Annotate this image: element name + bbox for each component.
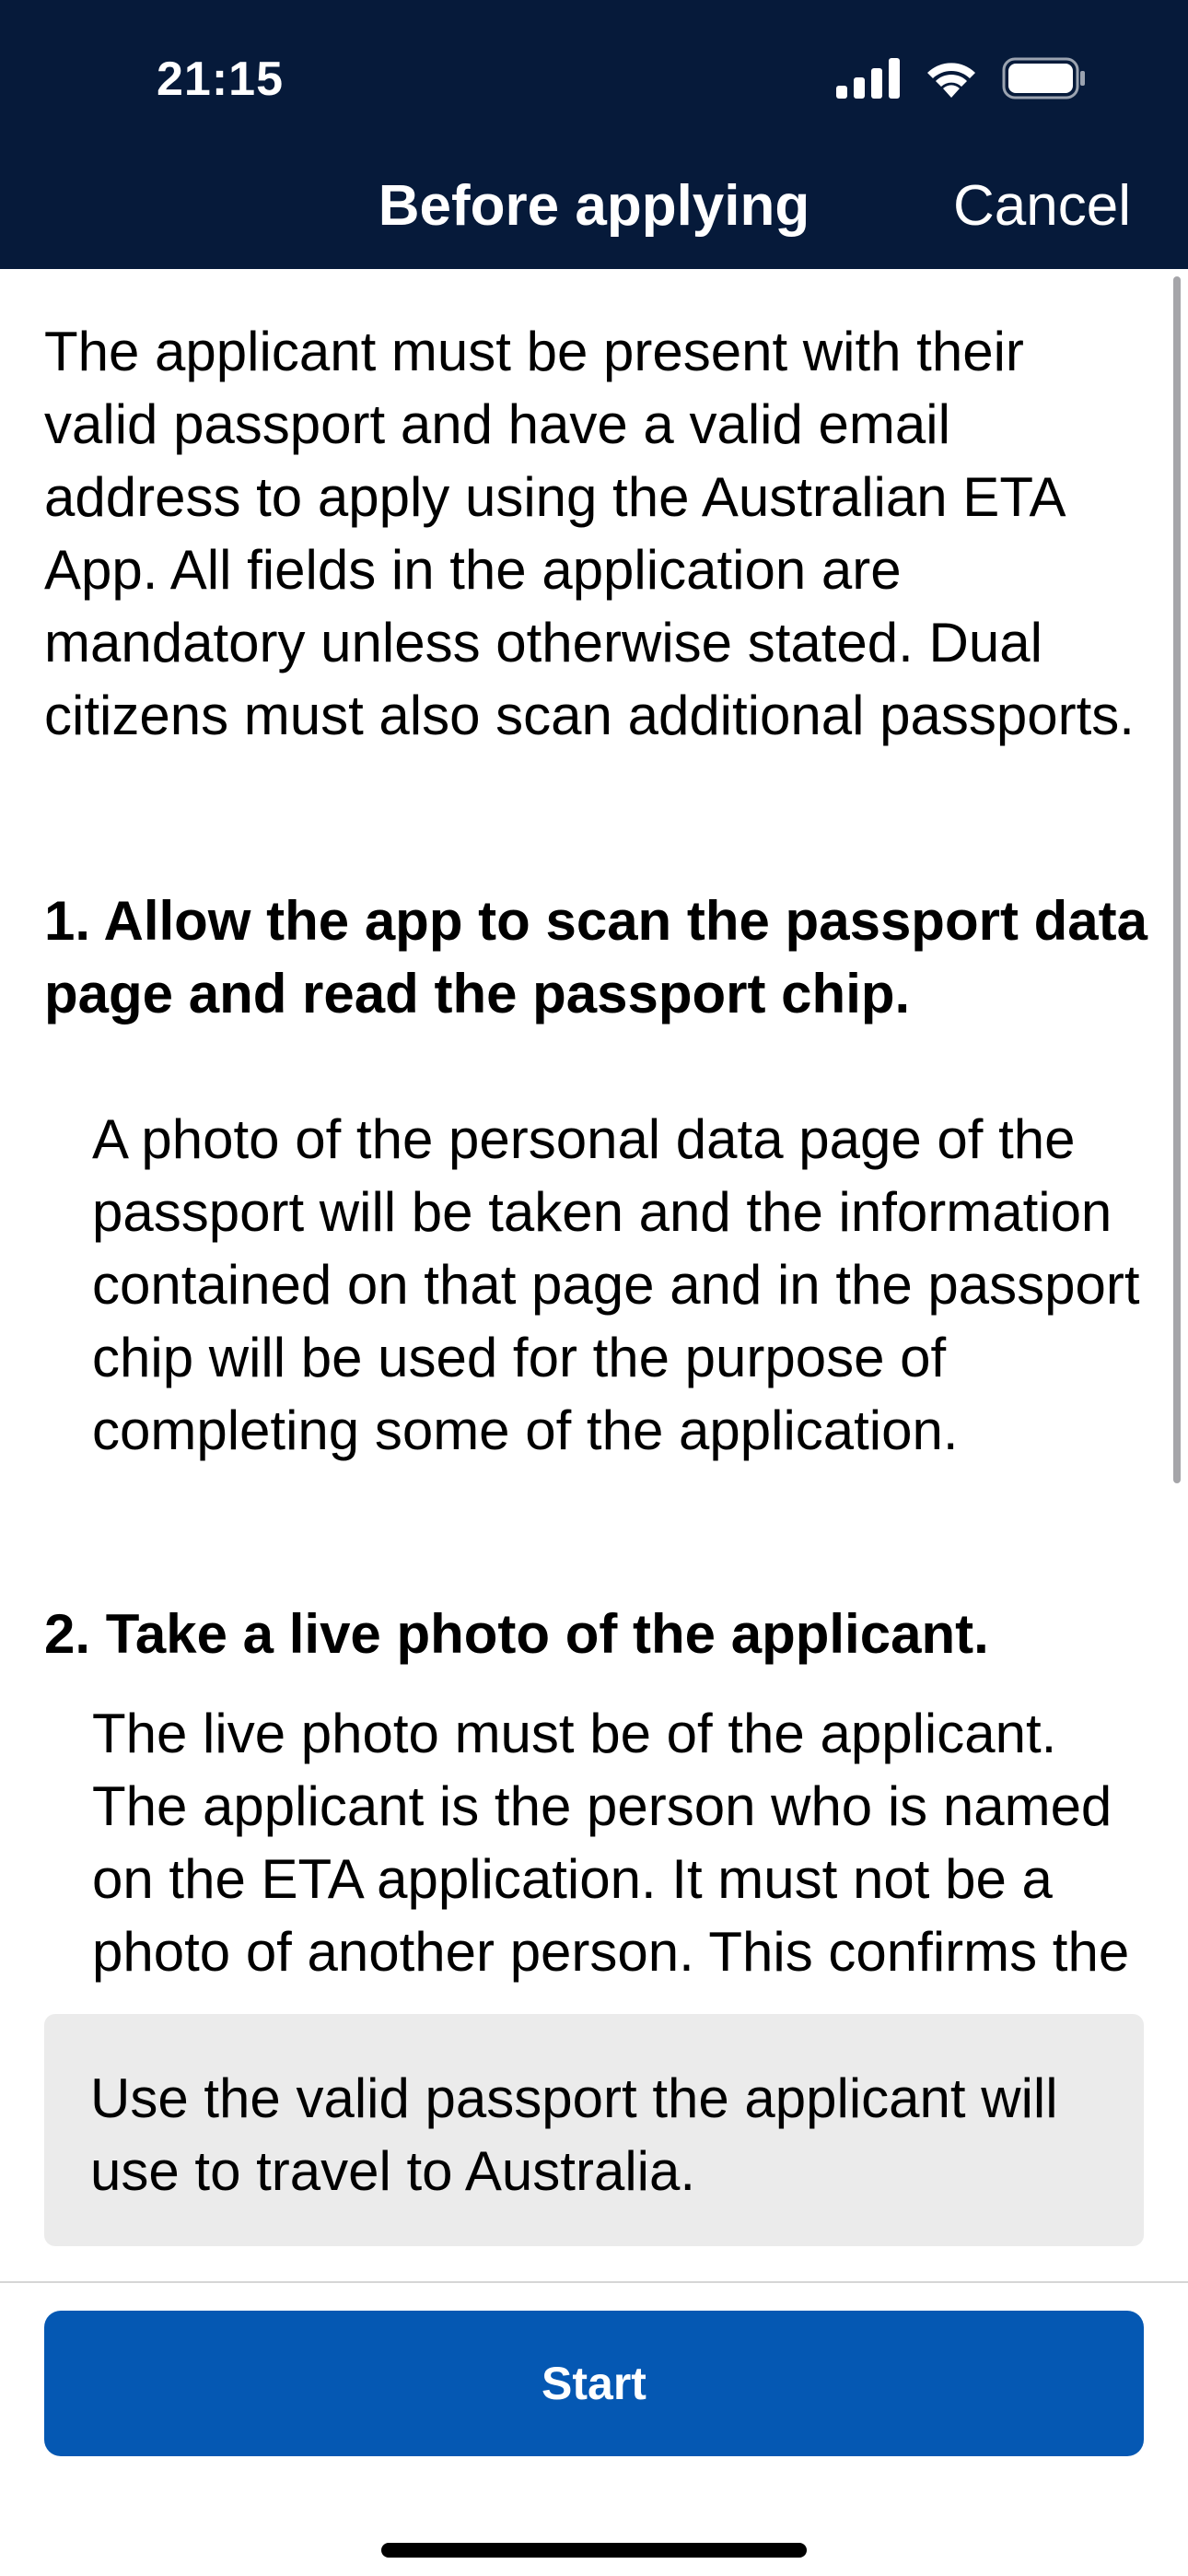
cancel-button[interactable]: Cancel bbox=[953, 174, 1131, 238]
wifi-icon bbox=[923, 57, 980, 100]
step-2-body: The live photo must be of the applicant. The applicant is the person who is named on the ETA application. It must not be a photo of another person. This confirms the bbox=[92, 1703, 1130, 1983]
home-indicator[interactable] bbox=[381, 2543, 807, 2558]
step-1-body: A photo of the personal data page of the passport will be taken and the information contained on that page and in the passport chip will be used for the purpose of completing some of the application. bbox=[92, 1108, 1140, 1461]
scroll-content[interactable] bbox=[0, 269, 1188, 2010]
status-icons bbox=[836, 57, 1087, 100]
start-button[interactable]: Start bbox=[44, 2311, 1144, 2456]
signal-icon bbox=[836, 58, 901, 99]
status-time: 21:15 bbox=[157, 53, 284, 106]
divider bbox=[0, 2281, 1188, 2283]
header bbox=[0, 0, 1188, 269]
step-1-heading: 1. Allow the app to scan the passport data page and read the passport chip. bbox=[44, 890, 1147, 1025]
info-text: Use the valid passport the applicant will use to travel to Australia. bbox=[90, 2067, 1058, 2202]
page-title-text: Before applying bbox=[378, 174, 810, 238]
intro-text: The applicant must be present with their valid passport and have a valid email address to apply using the Australian ETA App. All fields in the application are mandatory unless otherwise stated. Dual citizens must also scan additional passports. bbox=[44, 321, 1135, 746]
battery-icon bbox=[1002, 57, 1087, 100]
step-2-heading: 2. Take a live photo of the applicant. bbox=[44, 1603, 989, 1665]
info-box bbox=[44, 2014, 1144, 2246]
scrollbar[interactable] bbox=[1173, 276, 1181, 1483]
